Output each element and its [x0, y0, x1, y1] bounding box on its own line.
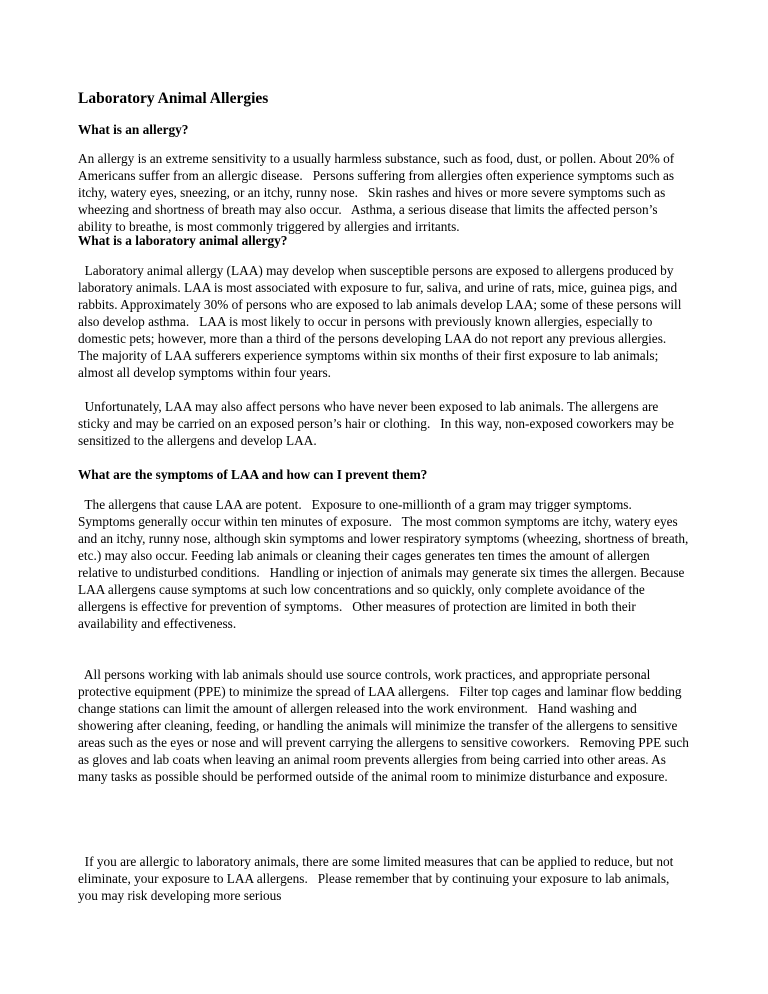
paragraph-allergic-measures — [78, 853, 690, 904]
section-heading-symptoms-prevention: What are the symptoms of LAA and how can I prevent them? — [78, 467, 428, 482]
paragraph-text: Unfortunately, LAA may also affect persons who have never been exposed to lab animals. The allergens are sticky and may be carried on an exposed person’s hair or clothing. In this way, non-exposed coworkers may be sensitized to the allergens and develop LAA. — [78, 399, 678, 448]
section-heading-what-is-allergy: What is an allergy? — [78, 122, 189, 137]
paragraph-text: The allergens that cause LAA are potent. Exposure to one-millionth of a gram may trigger symptoms. Symptoms generally occur within ten minutes of exposure. The most common symptoms are itchy, watery eyes and an itchy, runny nose, although skin symptoms and lower respiratory symptoms (wheezing, shortness of breath, etc.) may also occur. Feeding lab animals or cleaning their cages generates ten times the amount of allergen relative to undisturbed conditions. Handling or injection of animals may generate six times the allergen. Because LAA allergens cause symptoms at such low concentrations and so quickly, only complete avoidance of the allergens is effective for prevention of symptoms. Other measures of protection are limited in both their availability and effectiveness. — [78, 497, 692, 631]
paragraph-laa-unexposed — [78, 398, 690, 449]
paragraph-allergy-definition: An allergy is an extreme sensitivity to a usually harmless substance, such as food, dust, or pollen. About 20% of Americans suffer from an allergic disease. Persons suffering from allergies often experience symptoms such as itchy, watery eyes, sneezing, or an itchy, runny nose. Skin rashes and hives or more severe symptoms such as wheezing and shortness of breath may also occur. Asthma, a serious disease that limits the affected person’s ability to breathe, is most commonly triggered by allergies and irritants. — [78, 151, 678, 234]
document-title: Laboratory Animal Allergies — [78, 90, 269, 107]
paragraph-symptoms — [78, 496, 690, 632]
paragraph-text: If you are allergic to laboratory animals, there are some limited measures that can be applied to reduce, but not eliminate, your exposure to LAA allergens. Please remember that by continuing your exposure to lab animals, you may risk developing more serious — [78, 854, 677, 903]
paragraph-laa-definition — [78, 262, 690, 381]
section-heading-what-is-laa: What is a laboratory animal allergy? — [78, 233, 288, 248]
paragraph-text: Laboratory animal allergy (LAA) may develop when susceptible persons are exposed to allergens produced by laboratory animals. LAA is most associated with exposure to fur, saliva, and urine of rats, mice, guinea pigs, and rabbits. Approximately 30% of persons who are exposed to lab animals develop LAA; some of these persons will also develop asthma. LAA is most likely to occur in persons with previously known allergies, especially to domestic pets; however, more than a third of the persons developing LAA do not report any previous allergies. The majority of LAA sufferers experience symptoms within six months of their first exposure to lab animals; almost all develop symptoms within four years. — [78, 263, 685, 380]
paragraph-text: All persons working with lab animals should use source controls, work practices, and appropriate personal protective equipment (PPE) to minimize the spread of LAA allergens. Filter top cages and laminar flow bedding change stations can limit the amount of allergen released into the work environment. Hand washing and showering after cleaning, feeding, or handling the animals will minimize the transfer of the allergens to sensitive areas such as the eyes or nose and will prevent carrying the allergens to sensitive coworkers. Removing PPE such as gloves and lab coats when leaving an animal room prevents allergies from being carried into other areas. As many tasks as possible should be performed outside of the animal room to minimize disturbance and exposure. — [78, 667, 693, 784]
paragraph-prevention-controls — [78, 666, 693, 785]
